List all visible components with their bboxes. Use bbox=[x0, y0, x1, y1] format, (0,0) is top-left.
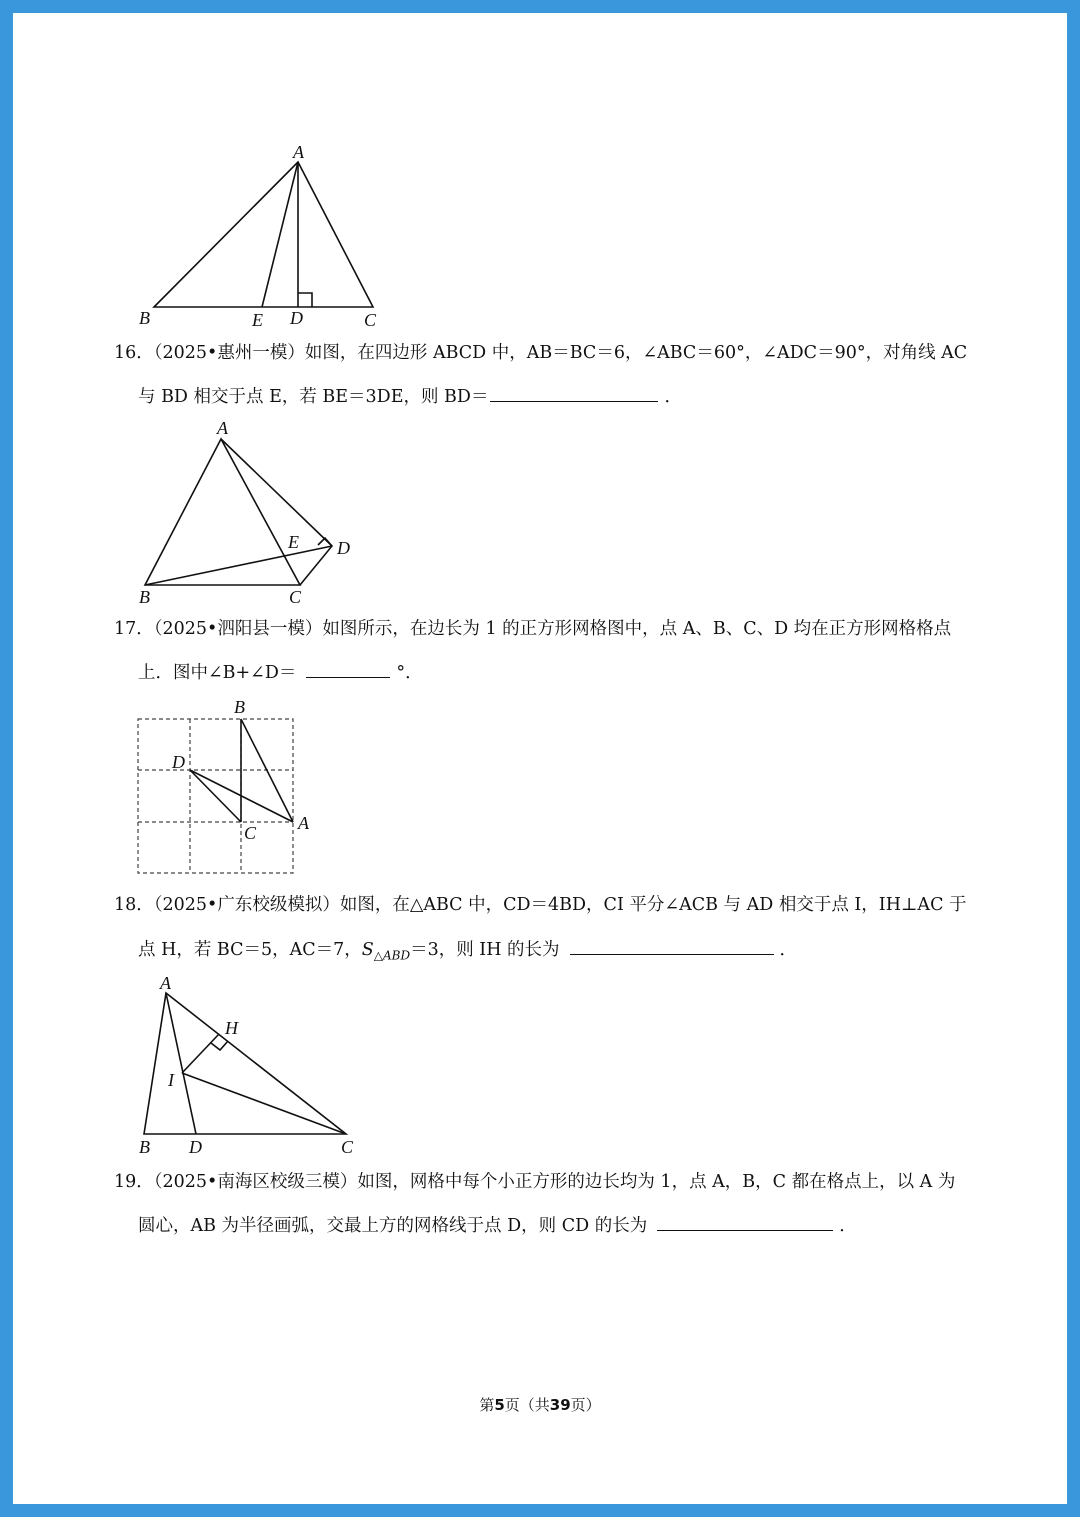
page bbox=[13, 13, 1067, 1504]
label-d-16: D bbox=[337, 538, 350, 558]
q16-line1: 16．（2025•惠州一模）如图，在四边形 ABCD 中，AB＝BC＝6，∠ABC＝60°，∠ADC＝90°，对角线 AC bbox=[114, 343, 968, 363]
label-e-16: E bbox=[288, 532, 299, 552]
label-a-16: A bbox=[217, 418, 228, 438]
triangle-abc-18 bbox=[144, 993, 346, 1134]
q16-line2-end: ． bbox=[664, 387, 682, 407]
label-c: C bbox=[364, 310, 377, 330]
label-d: D bbox=[290, 308, 303, 328]
segment-ci bbox=[182, 1073, 346, 1134]
footer-post: 页） bbox=[570, 1396, 601, 1414]
page-footer bbox=[13, 1394, 1067, 1415]
label-i-18: I bbox=[168, 1070, 174, 1090]
label-d-18: D bbox=[189, 1137, 202, 1157]
footer-mid: 页（共 bbox=[504, 1396, 550, 1414]
label-b: B bbox=[139, 308, 150, 328]
label-c-18: C bbox=[341, 1137, 354, 1157]
right-angle-mark-18 bbox=[211, 1041, 228, 1050]
label-h-18: H bbox=[225, 1018, 238, 1038]
footer-total-pages: 39 bbox=[549, 1396, 571, 1414]
label-d-17: D bbox=[172, 752, 185, 772]
label-a-18: A bbox=[160, 973, 171, 993]
q18-line2-text: 点 H，若 BC＝5，AC＝7， bbox=[138, 940, 362, 960]
q18-area-sub: △ABD bbox=[373, 948, 411, 963]
q19-line2-end: ． bbox=[839, 1216, 857, 1236]
q18-line2-mid: ＝3，则 IH 的长为 bbox=[410, 940, 560, 960]
label-a: A bbox=[293, 142, 304, 162]
footer-pre: 第 bbox=[479, 1396, 495, 1414]
label-b-16: B bbox=[139, 587, 150, 607]
segment-ih bbox=[182, 1034, 219, 1073]
q19-answer-blank[interactable] bbox=[657, 1212, 833, 1231]
q19-line2 bbox=[138, 1212, 857, 1238]
label-b-18: B bbox=[139, 1137, 150, 1157]
label-c-16: C bbox=[289, 587, 302, 607]
q17-line2-end: °． bbox=[396, 663, 423, 683]
figure-q18 bbox=[13, 13, 1067, 1163]
q18-area-s: S bbox=[361, 940, 374, 960]
footer-page-number: 5 bbox=[494, 1396, 505, 1414]
label-e: E bbox=[252, 310, 263, 330]
q17-line2-text: 上．图中∠B+∠D＝ bbox=[138, 663, 297, 683]
label-b-17: B bbox=[234, 697, 245, 717]
label-a-17: A bbox=[298, 813, 309, 833]
q16-line2-text: 与 BD 相交于点 E，若 BE＝3DE，则 BD＝ bbox=[138, 387, 489, 407]
q18-line2-end: ． bbox=[779, 940, 798, 960]
q18-line1: 18．（2025•广东校级模拟）如图，在△ABC 中，CD＝4BD，CI 平分∠ACB 与 AD 相交于点 I，IH⊥AC 于 bbox=[114, 895, 967, 915]
figure-q18-svg bbox=[13, 13, 1067, 1163]
q17-line1: 17．（2025•泗阳县一模）如图所示，在边长为 1 的正方形网格图中，点 A、B、C、D 均在正方形网格格点 bbox=[114, 619, 952, 639]
q19-line1: 19．（2025•南海区校级三模）如图，网格中每个小正方形的边长均为 1，点 A，B，C 都在格点上，以 A 为 bbox=[114, 1172, 956, 1192]
label-c-17: C bbox=[244, 823, 257, 843]
q19-line2-text: 圆心，AB 为半径画弧，交最上方的网格线于点 D，则 CD 的长为 bbox=[138, 1216, 648, 1236]
